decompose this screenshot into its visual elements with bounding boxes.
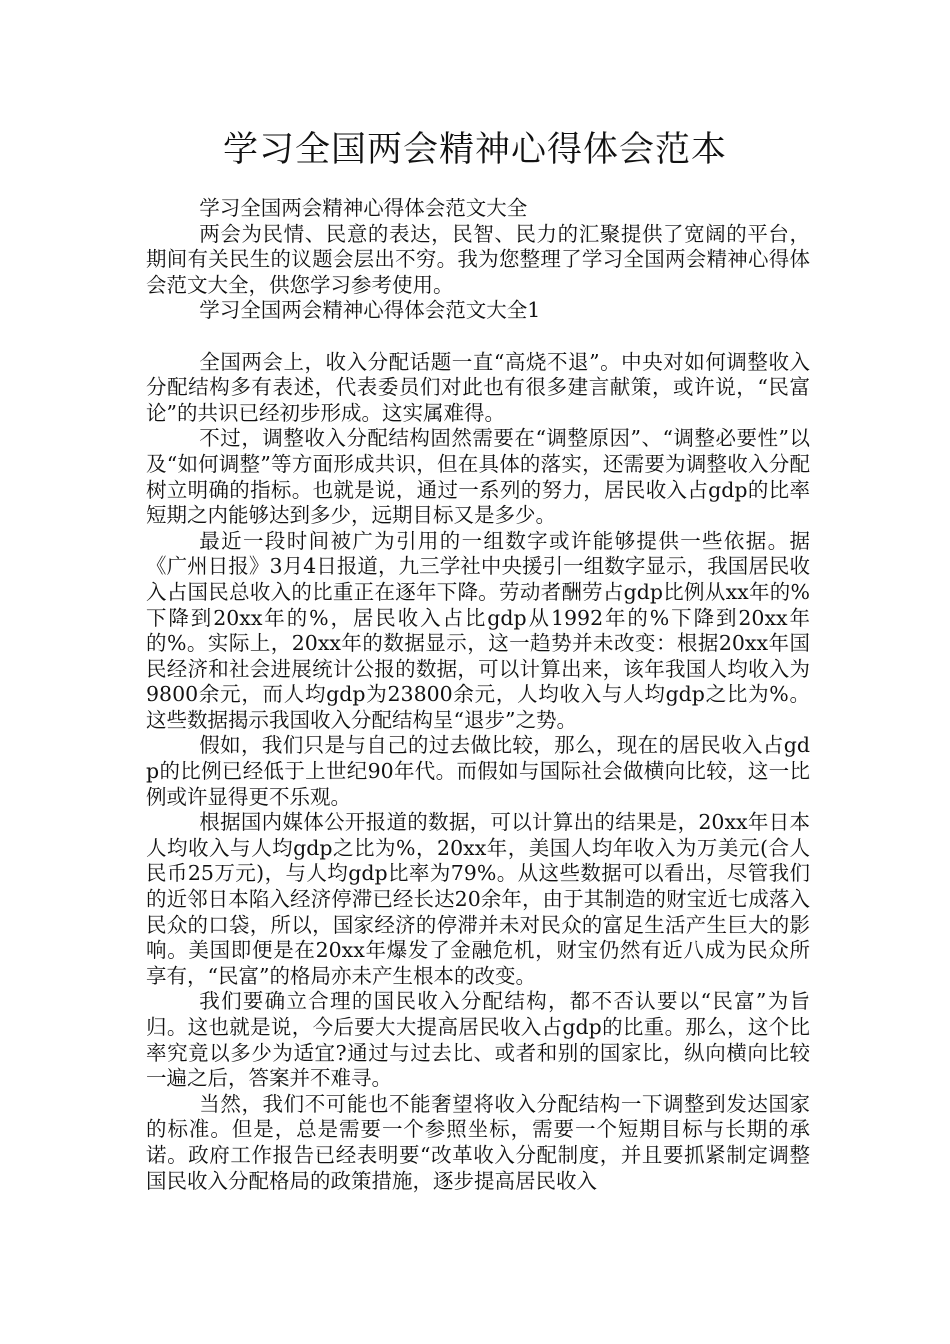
body-paragraph: 我们要确立合理的国民收入分配结构，都不否认要以“民富”为旨归。这也就是说，今后要大大提高居民收入占gdp的比重。那么，这个比率究竟以多少为适宜?通过与过去比、或者和别的国家比，纵向横向比较一遍之后，答案并不难寻。 bbox=[146, 989, 810, 1091]
body-paragraph: 最近一段时间被广为引用的一组数字或许能够提供一些依据。据《广州日报》3月4日报道，九三学社中央援引一组数字显示，我国居民收入占国民总收入的比重正在逐年下降。劳动者酬劳占gdp比例从xx年的%下降到20xx年的%，居民收入占比gdp从1992年的%下降到20xx年的%。实际上，20xx年的数据显示，这一趋势并未改变：根据20xx年国民经济和社会进展统计公报的数据，可以计算出来，该年我国人均收入为9800余元，而人均gdp为23800余元，人均收入与人均gdp之比为%。这些数据揭示我国收入分配结构呈“退步”之势。 bbox=[146, 528, 810, 732]
subtitle-paragraph: 学习全国两会精神心得体会范文大全 bbox=[199, 196, 528, 220]
body-paragraph: 根据国内媒体公开报道的数据，可以计算出的结果是，20xx年日本人均收入与人均gdp之比为%，20xx年，美国人均年收入为万美元(合人民币25万元)，与人均gdp比率为79%。从这些数据可以看出，尽管我们的近邻日本陷入经济停滞已经长达20余年，由于其制造的财宝近七成落入民众的口袋，所以，国家经济的停滞并未对民众的富足生活产生巨大的影响。美国即便是在20xx年爆发了金融危机，财宝仍然有近八成为民众所享有，“民富”的格局亦未产生根本的改变。 bbox=[146, 810, 810, 988]
blank-line bbox=[146, 324, 810, 350]
body-paragraph: 假如，我们只是与自己的过去做比较，那么，现在的居民收入占gdp的比例已经低于上世纪90年代。而假如与国际社会做横向比较，这一比例或许显得更不乐观。 bbox=[146, 733, 810, 809]
document-title: 学习全国两会精神心得体会范本 bbox=[222, 130, 727, 170]
body-paragraph: 全国两会上，收入分配话题一直“高烧不退”。中央对如何调整收入分配结构多有表述，代表委员们对此也有很多建言献策，或许说，“民富论”的共识已经初步形成。这实属难得。 bbox=[146, 349, 810, 425]
section-heading: 学习全国两会精神心得体会范文大全1 bbox=[199, 298, 541, 323]
body-paragraph: 不过，调整收入分配结构固然需要在“调整原因”、“调整必要性”以及“如何调整”等方面形成共识，但在具体的落实，还需要为调整收入分配树立明确的指标。也就是说，通过一系列的努力，居民收入占gdp的比率短期之内能够达到多少，远期目标又是多少。 bbox=[146, 426, 810, 528]
body-paragraph: 当然，我们不可能也不能奢望将收入分配结构一下调整到发达国家的标准。但是，总是需要一个参照坐标，需要一个短期目标与长期的承诺。政府工作报告已经表明要“改革收入分配制度，并且要抓紧制定调整国民收入分配格局的政策措施，逐步提高居民收入 bbox=[146, 1091, 810, 1193]
document-body bbox=[146, 196, 810, 1194]
intro-paragraph: 两会为民情、民意的表达，民智、民力的汇聚提供了宽阔的平台，期间有关民生的议题会层出不穷。我为您整理了学习全国两会精神心得体会范文大全，供您学习参考使用。 bbox=[146, 221, 810, 297]
